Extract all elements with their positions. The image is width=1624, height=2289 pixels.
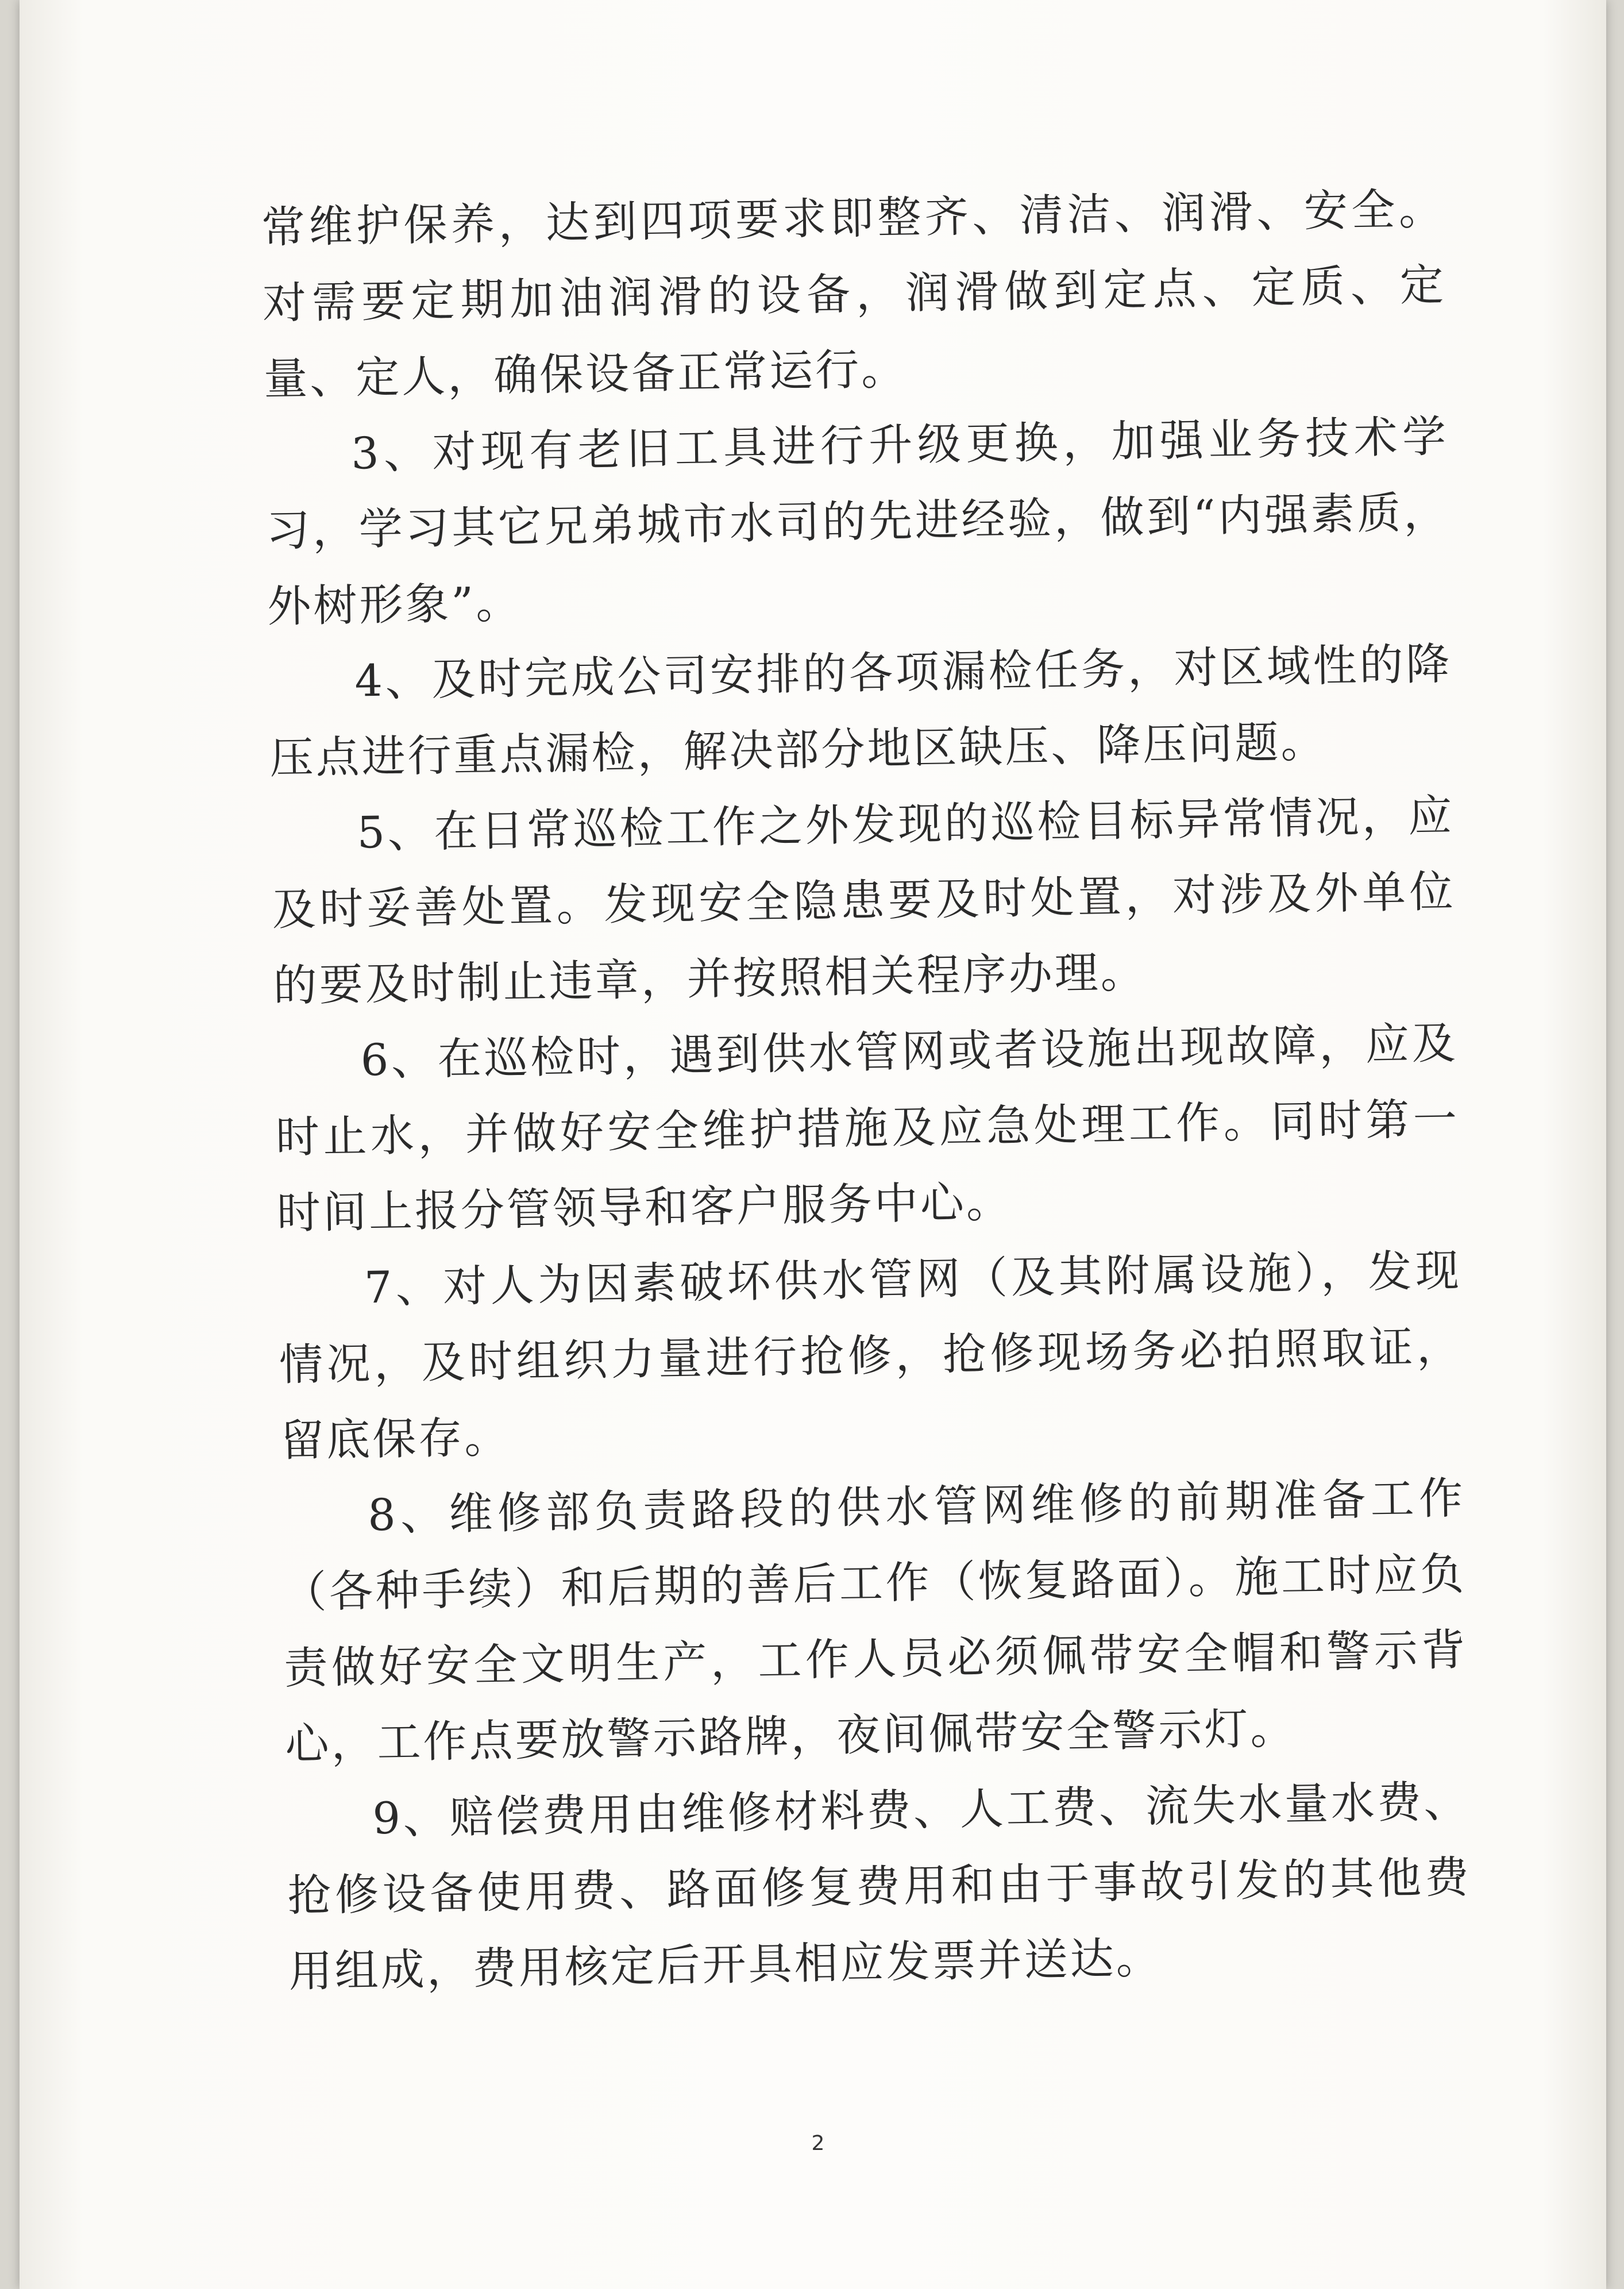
- page-number: 2: [811, 2132, 825, 2155]
- paragraph-item-9: 9、赔偿费用由维修材料费、人工费、流失水量水费、抢修设备使用费、路面修复费用和由于事故引发的其他费用组成，费用核定后开具相应发票并送达。: [287, 1775, 1472, 1997]
- document-body: [261, 171, 1473, 2010]
- paragraph-item-3: 3、对现有老旧工具进行升级更换，加强业务技术学习，学习其它兄弟城市水司的先进经验，做到“内强素质，外树形象”。: [265, 410, 1450, 632]
- paragraph-item-4: 4、及时完成公司安排的各项漏检任务，对区域性的降压点进行重点漏检，解决部分地区缺压、降压问题。: [269, 638, 1452, 784]
- paragraph-item-5: 5、在日常巡检工作之外发现的巡检目标异常情况，应及时妥善处置。发现安全隐患要及时处置，对涉及外单位的要及时制止违章，并按照相关程序办理。: [271, 789, 1456, 1011]
- paragraph-item-7: 7、对人为因素破坏供水管网（及其附属设施），发现情况，及时组织力量进行抢修，抢修现场务必拍照取证，留底保存。: [279, 1244, 1463, 1466]
- paragraph-item-8: 8、维修部负责路段的供水管网维修的前期准备工作（各种手续）和后期的善后工作（恢复路面）。施工时应负责做好安全文明生产，工作人员必须佩带安全帽和警示背心，工作点要放警示路牌，夜间佩带安全警示灯。: [282, 1472, 1468, 1770]
- paper-sheet: [20, 0, 1606, 2289]
- paragraph-item-6: 6、在巡检时，遇到供水管网或者设施出现故障，应及时止水，并做好安全维护措施及应急处理工作。同时第一时间上报分管领导和客户服务中心。: [275, 1017, 1460, 1239]
- paragraph-continuation: 常维护保养，达到四项要求即整齐、清洁、润滑、安全。对需要定期加油润滑的设备，润滑做到定点、定质、定量、定人，确保设备正常运行。: [261, 183, 1446, 404]
